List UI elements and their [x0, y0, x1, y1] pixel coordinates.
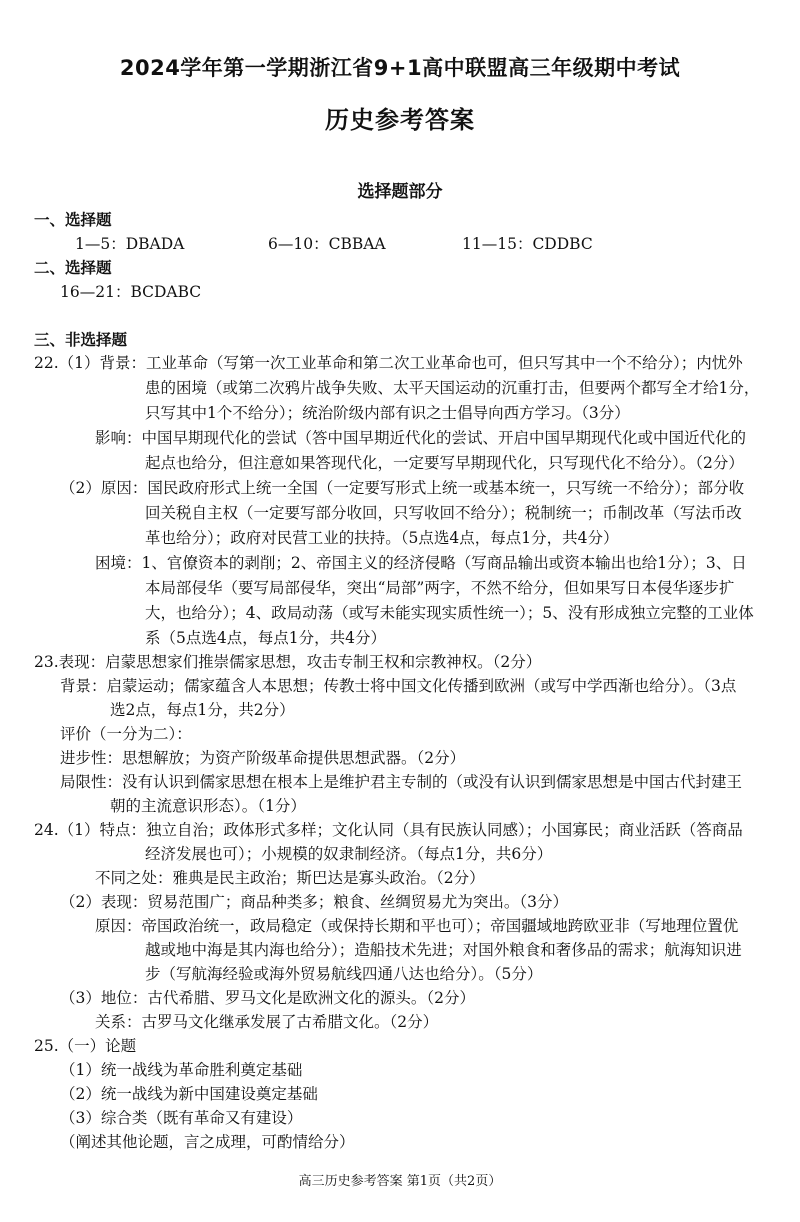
answer-line: 困境：1、官僚资本的剥削；2、帝国主义的经济侵略（写商品输出或资本输出也给1分）；3、日	[95, 554, 747, 572]
answer-line: 22.（1）背景：工业革命（写第一次工业革命和第二次工业革命也可，但只写其中一个不给分）；内忧外	[34, 354, 743, 372]
answer-line: 回关税自主权（一定要写部分收回，只写收回不给分）；税制统一；币制改革（写法币改	[145, 504, 742, 522]
answer-line: （2）表现：贸易范围广；商品种类多；粮食、丝绸贸易尤为突出。（3分）	[60, 893, 568, 911]
answer-line: 系（5点选4点，每点1分，共4分）	[145, 629, 386, 647]
answer-line: 越或地中海是其内海也给分）；造船技术先进；对国外粮食和奢侈品的需求；航海知识进	[145, 941, 742, 959]
answer-line: 23.表现：启蒙思想家们推崇儒家思想，攻击专制王权和宗教神权。（2分）	[34, 653, 542, 671]
answer-line: （2）统一战线为新中国建设奠定基础	[60, 1085, 318, 1103]
answer-line: 背景：启蒙运动；儒家蕴含人本思想；传教士将中国文化传播到欧洲（或写中学西渐也给分）。（3点	[60, 677, 737, 695]
answer-line: 不同之处：雅典是民主政治；斯巴达是寡头政治。（2分）	[95, 869, 485, 887]
answer-line: 评价（一分为二）：	[60, 725, 192, 743]
answer-line: 25.（一）论题	[34, 1037, 137, 1055]
answer-line: 大，也给分）；4、政局动荡（或写未能实现实质性统一）；5、没有形成独立完整的工业体	[145, 604, 754, 622]
subjective-heading: 三、非选择题	[34, 331, 128, 349]
objective-section-title: 选择题部分	[357, 182, 443, 202]
answer-line: 影响：中国早期现代化的尝试（答中国早期近代化的尝试、开启中国早期现代化或中国近代化的	[95, 429, 747, 447]
answer-group-2: 6—10：CBBAA	[268, 235, 386, 253]
answer-line: 只写其中1个不给分）；统治阶级内部有识之士倡导向西方学习。（3分）	[145, 404, 630, 422]
answer-line: 朝的主流意识形态）。（1分）	[110, 797, 306, 815]
answer-line: 局限性：没有认识到儒家思想在根本上是维护君主专制的（或没有认识到儒家思想是中国古代封建王	[60, 773, 743, 791]
answer-line: 进步性：思想解放；为资产阶级革命提供思想武器。（2分）	[60, 749, 466, 767]
answer-line: 革也给分）；政府对民营工业的扶持。（5点选4点，每点1分，共4分）	[145, 529, 619, 547]
answer-line: 关系：古罗马文化继承发展了古希腊文化。（2分）	[95, 1013, 439, 1031]
document-title: 历史参考答案	[325, 106, 475, 134]
answer-line: 原因：帝国政治统一，政局稳定（或保持长期和平也可）；帝国疆域地跨欧亚非（写地理位置优	[95, 917, 739, 935]
page-footer: 高三历史参考答案 第1页（共2页）	[298, 1174, 502, 1189]
answer-group-3: 11—15：CDDBC	[462, 235, 593, 253]
answer-line: （3）地位：古代希腊、罗马文化是欧洲文化的源头。（2分）	[60, 989, 475, 1007]
answer-line: 选2点，每点1分，共2分）	[110, 701, 295, 719]
part2-heading: 二、选择题	[34, 259, 112, 277]
answer-line: 24.（1）特点：独立自治；政体形式多样；文化认同（具有民族认同感）；小国寡民；商业活跃（答商品	[34, 821, 743, 839]
part1-heading: 一、选择题	[34, 211, 112, 229]
answer-line: 本局部侵华（要写局部侵华，突出“局部”两字，不然不给分，但如果写日本侵华逐步扩	[145, 579, 735, 597]
answer-group-1: 1—5：DBADA	[75, 235, 185, 253]
answer-line: 经济发展也可）；小规模的奴隶制经济。（每点1分，共6分）	[145, 845, 553, 863]
answer-line: （2）原因：国民政府形式上统一全国（一定要写形式上统一或基本统一，只写统一不给分）；部分收	[60, 479, 745, 497]
answer-group-4: 16—21：BCDABC	[60, 283, 202, 301]
answer-line: （3）综合类（既有革命又有建设）	[60, 1109, 303, 1127]
answer-line: （阐述其他论题，言之成理，可酌情给分）	[60, 1133, 355, 1151]
answer-line: 起点也给分，但注意如果答现代化，一定要写早期现代化，只写现代化不给分）。（2分）	[145, 454, 744, 472]
answer-line: （1）统一战线为革命胜利奠定基础	[60, 1061, 303, 1079]
exam-title: 2024学年第一学期浙江省9+1高中联盟高三年级期中考试	[119, 56, 681, 80]
answer-line: 步（写航海经验或海外贸易航线四通八达也给分）。（5分）	[145, 965, 543, 983]
answer-line: 患的困境（或第二次鸦片战争失败、太平天国运动的沉重打击，但要两个都写全才给1分，	[145, 379, 760, 397]
